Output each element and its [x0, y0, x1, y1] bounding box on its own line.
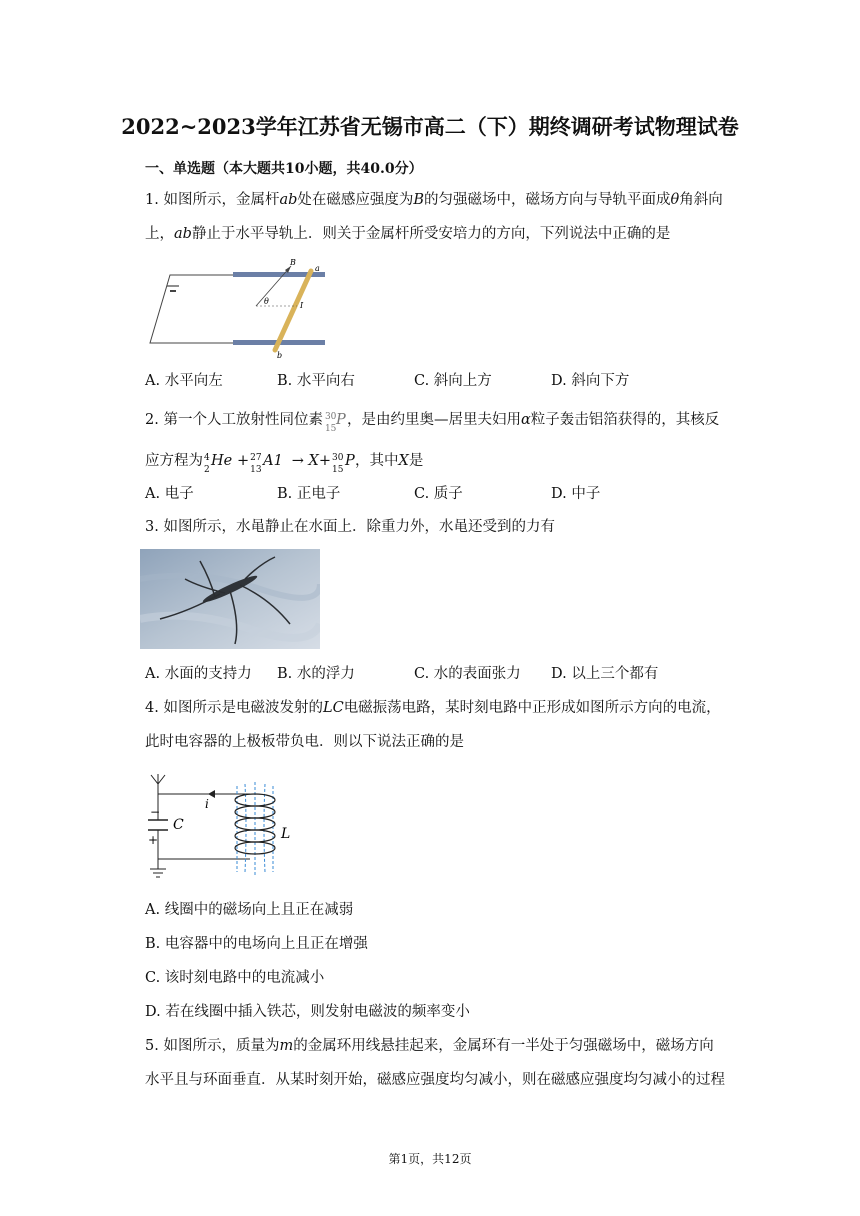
q4-option-a: A. 线圈中的磁场向上且正在减弱: [145, 902, 354, 918]
section-heading: 一、单选题（本大题共10小题，共40.0分）: [145, 161, 423, 177]
page-title: 2022~2023学年江苏省无锡市高二（下）期终调研考试物理试卷: [121, 114, 739, 139]
q4-line1: 4. 如图所示是电磁波发射的LC电磁振荡电路，某时刻电路中正形成如图所示方向的电流，: [145, 700, 721, 716]
isotope-notation: 30 15 P: [324, 412, 346, 434]
q3-option-c: C. 水的表面张力: [414, 666, 521, 682]
fig-label-i: i: [205, 797, 209, 811]
q2-line1: 2. 第一个人工放射性同位素 30 15 P ，是由约里奥—居里夫妇用α粒子轰击铝箔获得的，其核反: [145, 412, 720, 434]
q3-water-strider-photo: [140, 549, 320, 649]
q1-option-d: D. 斜向下方: [551, 373, 630, 389]
q3-line1: 3. 如图所示，水黾静止在水面上．除重力外，水黾还受到的力有: [145, 519, 555, 535]
q4-figure-lc-circuit: [145, 772, 305, 882]
q1-option-a: A. 水平向左: [145, 373, 223, 389]
fig-label-theta: θ: [264, 297, 269, 306]
q1-line1: 1. 如图所示，金属杆ab处在磁感应强度为B的匀强磁场中，磁场方向与导轨平面成θ角斜向: [145, 192, 723, 208]
q2-option-a: A. 电子: [145, 486, 194, 502]
fig-label-plus: +: [148, 833, 159, 847]
q3-option-a: A. 水面的支持力: [145, 666, 252, 682]
q2-option-c: C. 质子: [414, 486, 463, 502]
fig-label-B: B: [290, 258, 296, 267]
al-notation: 27 13 A1: [250, 453, 283, 475]
fig-label-C: C: [173, 817, 184, 833]
q1-figure-rail-circuit: [145, 258, 335, 360]
p-notation: 30 15 P: [332, 453, 355, 475]
fig-label-minus: −: [150, 805, 161, 819]
fig-label-I: I: [300, 301, 304, 310]
fig-label-b: b: [277, 351, 283, 360]
q2-line2: 应方程为 4 2 He + 27 13 A1 → X+ 30 15 P ，其中X是: [145, 453, 424, 475]
q4-line2: 此时电容器的上极板带负电．则以下说法正确的是: [145, 734, 464, 750]
q1-line2: 上，ab静止于水平导轨上．则关于金属杆所受安培力的方向，下列说法中正确的是: [145, 226, 671, 242]
q1-option-b: B. 水平向右: [277, 373, 355, 389]
q1-option-c: C. 斜向上方: [414, 373, 492, 389]
q2-option-d: D. 中子: [551, 486, 601, 502]
q3-option-d: D. 以上三个都有: [551, 666, 659, 682]
q3-option-b: B. 水的浮力: [277, 666, 355, 682]
fig-label-L: L: [281, 826, 291, 842]
q4-option-c: C. 该时刻电路中的电流减小: [145, 970, 325, 986]
fig-label-a: a: [315, 264, 320, 273]
q5-line2: 水平且与环面垂直．从某时刻开始，磁感应强度均匀减小，则在磁感应强度均匀减小的过程: [145, 1072, 725, 1088]
q4-option-d: D. 若在线圈中插入铁芯，则发射电磁波的频率变小: [145, 1004, 470, 1020]
q2-option-b: B. 正电子: [277, 486, 341, 502]
he-notation: 4 2 He: [204, 453, 233, 475]
q4-option-b: B. 电容器中的电场向上且正在增强: [145, 936, 368, 952]
page-footer: 第1页，共12页: [388, 1152, 472, 1166]
q5-line1: 5. 如图所示，质量为m的金属环用线悬挂起来，金属环有一半处于匀强磁场中，磁场方向: [145, 1038, 714, 1054]
